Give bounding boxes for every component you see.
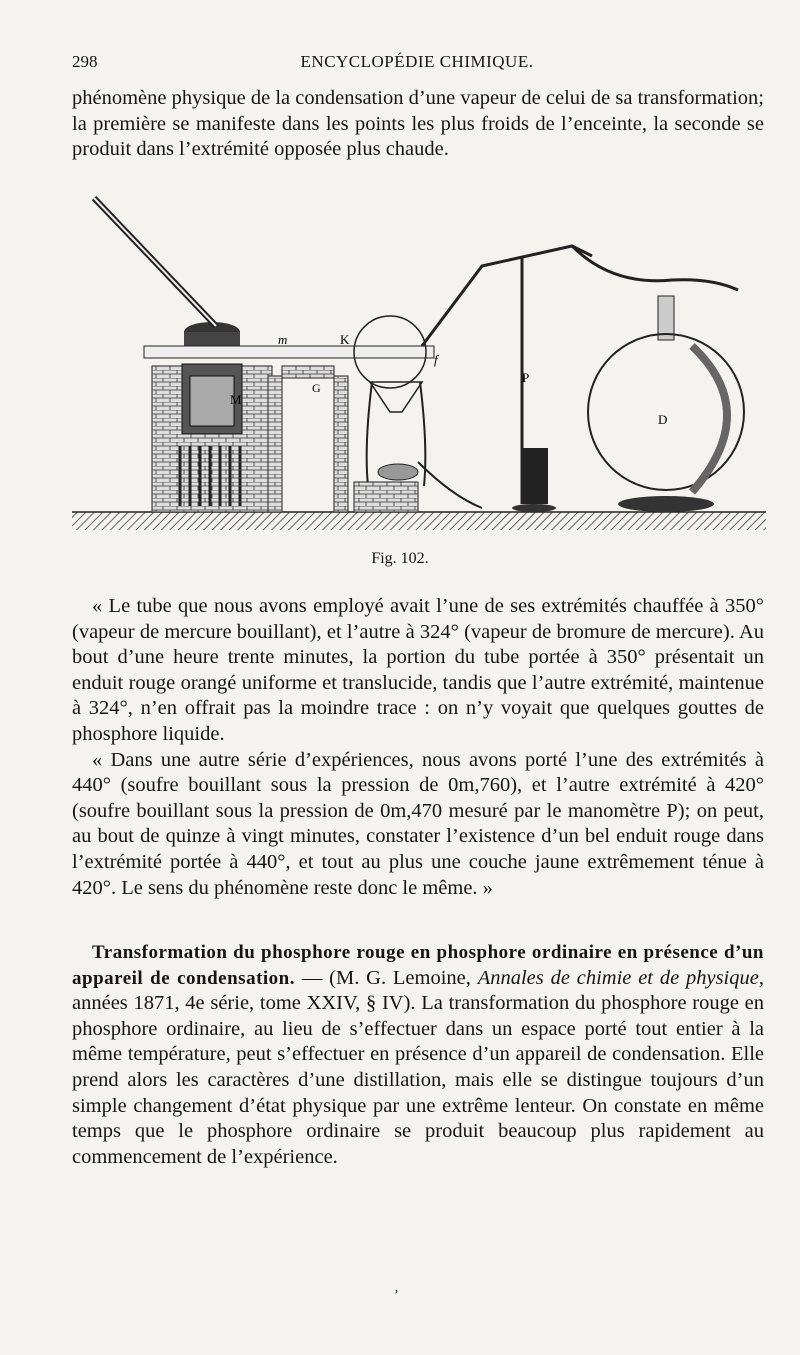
ground-hatching: [72, 512, 766, 530]
label-g: G: [312, 381, 321, 395]
section-paragraph: [72, 940, 764, 1170]
intro-text: phénomène physique de la condensation d’une vapeur de celui de sa transformation; la première se manifeste dans les points les plus froids de l’enceinte, la seconde se produit dans l’extrémité opposée plus chaude.: [72, 87, 764, 161]
manometer-reservoir: [522, 448, 548, 504]
label-f: f: [434, 352, 438, 367]
apparatus-illustration: [72, 186, 766, 536]
delivery-tube: [422, 246, 592, 346]
label-d: D: [658, 412, 668, 427]
label-k: K: [340, 332, 350, 347]
page-header: [72, 52, 762, 78]
horizontal-tube: [144, 346, 434, 358]
section-body: , années 1871, 4e série, tome XXIV, § IV). La transformation du phosphore rouge en phosphore ordinaire, au lieu de s’effectuer dans un espace porté tout entier à la même température, peut s’effectuer en présence d’un appareil de condensation. Elle prend alors les caractères d’une distillation, mais elle se distingue toujours d’un simple changement d’état physique par une extrême lenteur. On constate en même temps que le phosphore ordinaire se produit beaucoup plus rapidement au commencement de l’expérience.: [72, 966, 764, 1168]
quote-block: [72, 594, 764, 901]
section-ref-open: — (M. G. Lemoine,: [295, 966, 478, 989]
page-number: 298: [72, 52, 98, 71]
label-p: P: [522, 370, 530, 385]
label-m: m: [278, 332, 288, 347]
quote-paragraph-2: « Dans une autre série d’expériences, nous avons porté l’une des extrémités à 440° (soufre bouillant sous la pression de 0m,760), et l’autre extrémité à 420° (soufre bouillant sous la pression de 0m,470 mesuré par le manomètre P); on peut, au bout de quinze à vingt minutes, constater l’existence d’un bel enduit rouge dans l’extrémité portée à 440°, et tout au plus une couche jaune extrêmement ténue à 420°. Le sens du phénomène reste donc le même. »: [72, 748, 764, 899]
figure-apparatus: [72, 186, 766, 536]
stray-mark: ’: [394, 1288, 399, 1303]
figure-caption: Fig. 102.: [371, 550, 429, 567]
flask-d: [588, 296, 744, 512]
label-m-upper: M: [230, 392, 242, 407]
quote-paragraph-1: « Le tube que nous avons employé avait l’une de ses extrémités chauffée à 350° (vapeur de mercure bouillant), et l’autre à 324° (vapeur de bromure de mercure). Au bout d’une heure trente minutes, la portion du tube portée à 350° présentait un enduit rouge orangé uniforme et translucide, tandis que l’autre extrémité, maintenue à 324°, n’en offrait pas la moindre trace : on n’y voyait que quelques gouttes de phosphore liquide.: [72, 595, 764, 745]
section-title: Transformation du phosphore rouge en phosphore ordinaire en présence d’un appareil de condensation.: [72, 942, 764, 989]
funnel-stand: [354, 382, 482, 512]
journal-title: Annales de chimie et de physique: [477, 966, 759, 989]
running-title: ENCYCLOPÉDIE CHIMIQUE.: [300, 52, 534, 71]
intro-paragraph: [72, 86, 764, 163]
